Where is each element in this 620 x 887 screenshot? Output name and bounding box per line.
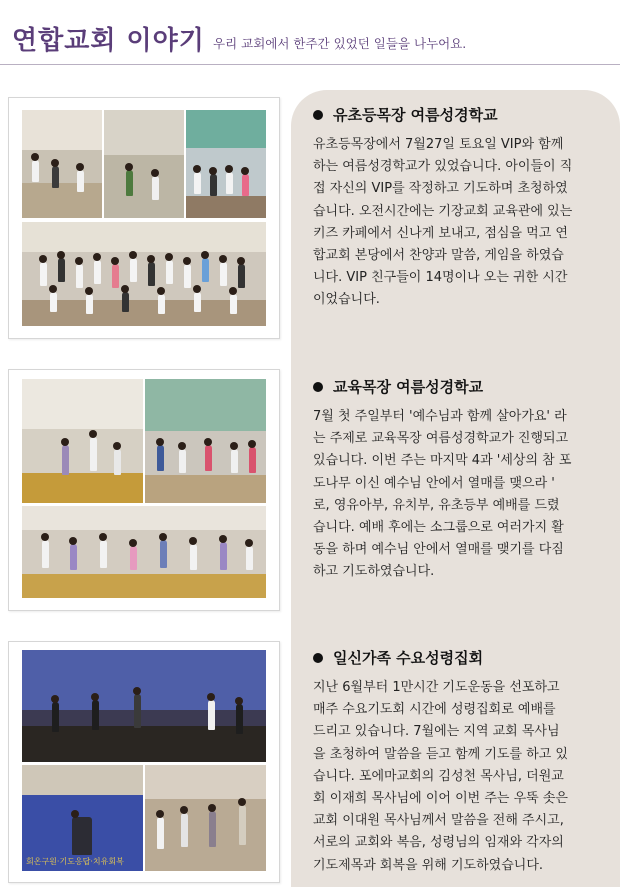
bullet-icon: [313, 382, 323, 392]
photo-classroom-snack: [22, 110, 102, 218]
photo-group-sanctuary: [22, 222, 266, 326]
photo-collage-children-school: [8, 97, 280, 339]
banner-text: 회온구원·기도응답·치유회복: [26, 857, 124, 866]
page-subtitle: 우리 교회에서 한주간 있었던 일들을 나누어요.: [213, 36, 467, 51]
header-divider: [0, 64, 620, 65]
section-children-school: [313, 104, 603, 312]
photo-worship-stage: [22, 650, 266, 762]
page-header: [0, 0, 620, 64]
section-heading: 일신가족 수요성령집회: [313, 647, 603, 668]
photo-kids-dancing: [22, 506, 266, 598]
photo-teacher-kids: [22, 379, 143, 503]
section-body: 유초등목장에서 7월27일 토요일 VIP와 함께 하는 여름성경학교가 있었습니다. 아이들이 직 접 자신의 VIP를 작정하고 기도하며 초청하였 습니다. 오전시간에는 기장교회 교육관에 있는 키즈 카페에서 신나게 보내고, 점심을 먹고 연 합교회 본당에서 찬양과 말씀, 게임을 하였습 니다. VIP 친구들이 14명이나 오는 귀한 시간 이었습니다.: [313, 137, 573, 308]
page-title: 연합교회 이야기: [12, 26, 205, 56]
bullet-icon: [313, 653, 323, 663]
photo-crafts-table: [104, 110, 184, 218]
bullet-icon: [313, 110, 323, 120]
section-body: 7월 첫 주일부터 '예수님과 함께 살아가요' 라 는 주제로 교육목장 여름성경학교가 진행되고 있습니다. 이번 주는 마지막 4과 '세상의 참 포 도나무 이신 예수님 안에서 열매를 맺으라 ' 로, 영유아부, 유치부, 유초등부 예배를 드렸 습니다. 예배 후에는 소그룹으로 여러가지 활 동을 하며 예수님 안에서 열매를 맺기를 다짐 하고 기도하였습니다.: [313, 409, 572, 580]
section-heading: 유초등목장 여름성경학교: [313, 104, 603, 125]
photo-kids-screen: [186, 110, 266, 218]
section-body: 지난 6월부터 1만시간 기도운동을 선포하고 매주 수요기도회 시간에 성령집회로 예배를 드리고 있습니다. 7월에는 지역 교회 목사님 을 초청하여 말씀을 듣고 함께 기도를 하고 있 습니다. 포에마교회의 김성천 목사님, 더원교 회 이재희 목사님에 이어 이번 주는 우뚝 솟은 교회 이대원 목사님께서 말씀을 전해 주시고, 서로의 교회와 복음, 성령님의 임재와 각자의 기도제목과 회복을 위해 기도하였습니다.: [313, 680, 568, 873]
section-wednesday-service: [313, 647, 603, 877]
section-education-school: [313, 376, 603, 584]
section-heading: 교육목장 여름성경학교: [313, 376, 603, 397]
photo-pastor-speaking: [22, 765, 143, 871]
photo-collage-wednesday-service: [8, 641, 280, 883]
photo-collage-education-school: [8, 369, 280, 611]
photo-prayer-group: [145, 765, 266, 871]
photo-kids-projector: [145, 379, 266, 503]
